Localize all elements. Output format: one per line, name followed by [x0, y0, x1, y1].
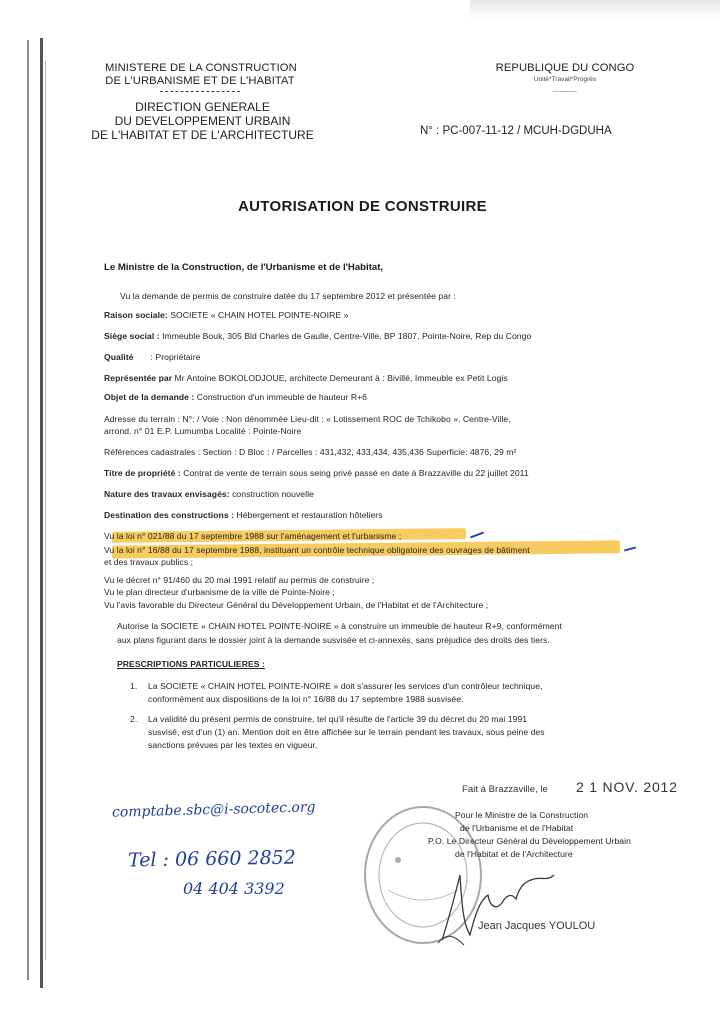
field-qualite-label: Qualité [104, 352, 134, 362]
field-qualite [104, 352, 200, 362]
signature-date: 2 1 NOV. 2012 [576, 779, 678, 795]
pen-mark-1 [470, 532, 484, 539]
field-nature-value: construction nouvelle [229, 489, 314, 499]
country-name: REPUBLIQUE DU CONGO [495, 62, 635, 74]
field-siege-value: Immeuble Bouk, 305 Bld Charles de Gaulle, Centre-Ville, BP 1807, Pointe-Noire, Rep du Congo [159, 331, 532, 341]
field-destination [104, 510, 383, 520]
field-raison-value: SOCIETE « CHAIN HOTEL POINTE-NOIRE » [167, 310, 349, 320]
signature-line-1: Pour le Ministre de la Construction [455, 810, 589, 820]
field-titre-value: Contrat de vente de terrain sous seing privé passé en date à Brazzaville du 22 juillet 2011 [180, 468, 529, 478]
field-titre-label: Titre de propriété : [104, 468, 181, 478]
prescriptions-title: PRESCRIPTIONS PARTICULIERES : [117, 659, 265, 669]
ministry-rule [160, 91, 240, 92]
vu-line-4: Vu le décret n° 91/460 du 20 mai 1991 relatif au permis de construire ; [104, 575, 375, 585]
ministry-line-2: DE L'URBANISME ET DE L'HABITAT [105, 75, 295, 87]
request-line: Vu la demande de permis de construire datée du 17 septembre 2012 et présentée par : [120, 291, 456, 301]
field-representee [104, 373, 508, 383]
field-qualite-value: : Propriétaire [133, 352, 201, 362]
field-titre [104, 468, 529, 478]
field-adresse-2: arrond. n° 01 E.P. Lumumba Localité : Pointe-Noire [104, 426, 302, 436]
field-raison [104, 310, 348, 320]
signature-line-4: de l'Habitat et de l'Architecture [455, 849, 573, 859]
field-rep-value: Mr Antoine BOKOLODJOUE, architecte Demeurant à : Bivillé, Immeuble ex Petit Logis [172, 373, 508, 383]
field-siege-label: Siège social : [104, 331, 160, 341]
document-title: AUTORISATION DE CONSTRUIRE [238, 198, 487, 215]
field-objet-label: Objet de la demande : [104, 392, 195, 402]
handwritten-signature [430, 855, 570, 950]
signature-line-2: de l'Urbanisme et de l'Habitat [460, 823, 574, 833]
prescription-1-line-2: conformément aux dispositions de la loi n° 16/88 du 17 septembre 1988 susvisée. [148, 694, 464, 704]
vu-line-3: et des travaux publics ; [104, 557, 194, 567]
field-nature-label: Nature des travaux envisagés: [104, 489, 230, 499]
direction-line-3: DE L'HABITAT ET DE L'ARCHITECTURE [91, 128, 314, 142]
handwritten-email: comptabe.sbc@i-socotec.org [111, 799, 316, 821]
country-motto: Unité*Travail*Progrès [533, 76, 597, 83]
vu-line-1: Vu la loi n° 021/88 du 17 septembre 1988 sur l'aménagement et l'urbanisme ; [104, 531, 402, 541]
prescription-1-line-1: La SOCIETE « CHAIN HOTEL POINTE-NOIRE » doit s'assurer les services d'un contrôleur technique, [148, 681, 543, 691]
field-adresse-1: Adresse du terrain : N°: / Voie : Non dénommée Lieu-dit : « Lotissement ROC de Tchikobo », Centre-Ville, [104, 414, 511, 424]
intro-line: Le Ministre de la Construction, de l'Urbanisme et de l'Habitat, [104, 262, 384, 273]
field-raison-label: Raison sociale: [104, 310, 168, 320]
signature-line-3: P.O. Le Directeur Général du Développement Urbain [428, 836, 631, 846]
ministry-line-1: MINISTERE DE LA CONSTRUCTION [105, 62, 297, 74]
field-dest-label: Destination des constructions : [104, 510, 234, 520]
binding-bar-outer [27, 40, 29, 980]
reference-number: N° : PC-007-11-12 / MCUH-DGDUHA [420, 125, 612, 137]
fait-a: Fait à Brazzaville, le [462, 784, 548, 795]
vu-line-6: Vu l'avis favorable du Directeur Général du Développement Urbain, de l'Habitat et de l'Architecture ; [104, 600, 489, 610]
authorization-line-2: aux plans figurant dans le dossier joint à la demande susvisée et ci-annexés, sans préjudice des droits des tiers. [117, 635, 550, 645]
motto-dashes: ----------- [553, 88, 577, 95]
pen-mark-2 [624, 546, 636, 551]
field-nature [104, 489, 314, 499]
binding-bar-inner [40, 38, 43, 988]
prescription-2-num: 2. [130, 714, 138, 724]
authorization-line-1: Autorise la SOCIETE « CHAIN HOTEL POINTE-NOIRE » à construire un immeuble de hauteur R+9, conformément [117, 621, 562, 631]
prescription-2-line-1: La validité du présent permis de construire, tel qu'il résulte de l'article 39 du décret du 20 mai 1991 [148, 714, 528, 724]
field-rep-label: Représentée par [104, 373, 173, 383]
field-siege [104, 331, 531, 341]
field-objet [104, 392, 367, 402]
vu-line-5: Vu le plan directeur d'urbanisme de la ville de Pointe-Noire ; [104, 587, 335, 597]
vu-line-2: Vu la loi n° 16/88 du 17 septembre 1988, instituant un contrôle technique obligatoire des ouvrages de bâtiment [104, 545, 530, 555]
direction-line-1: DIRECTION GENERALE [135, 100, 270, 114]
field-references-cadastrales: Références cadastrales : Section : D Bloc : / Parcelles : 431,432, 433,434, 435,436 Superficie: 4876, 29 m² [104, 447, 517, 457]
field-dest-value: Hébergement et restauration hôteliers [234, 510, 383, 520]
signatory-name: Jean Jacques YOULOU [478, 920, 596, 932]
handwritten-tel-1: Tel : 06 660 2852 [127, 846, 297, 872]
handwritten-tel-2: 04 404 3392 [183, 879, 285, 898]
prescription-2-line-3: sanctions prévues par les textes en vigueur. [148, 740, 318, 750]
direction-line-2: DU DEVELOPPEMENT URBAIN [114, 114, 291, 128]
scan-shadow [470, 0, 720, 20]
prescription-2-line-2: susvisé, est d'un (1) an. Mention doit en être affichée sur le terrain pendant les travaux, sous peine des [148, 727, 545, 737]
field-objet-value: Construction d'un immeuble de hauteur R+6 [194, 392, 367, 402]
binding-bar-inner-2 [45, 60, 46, 960]
prescription-1-num: 1. [130, 681, 138, 691]
